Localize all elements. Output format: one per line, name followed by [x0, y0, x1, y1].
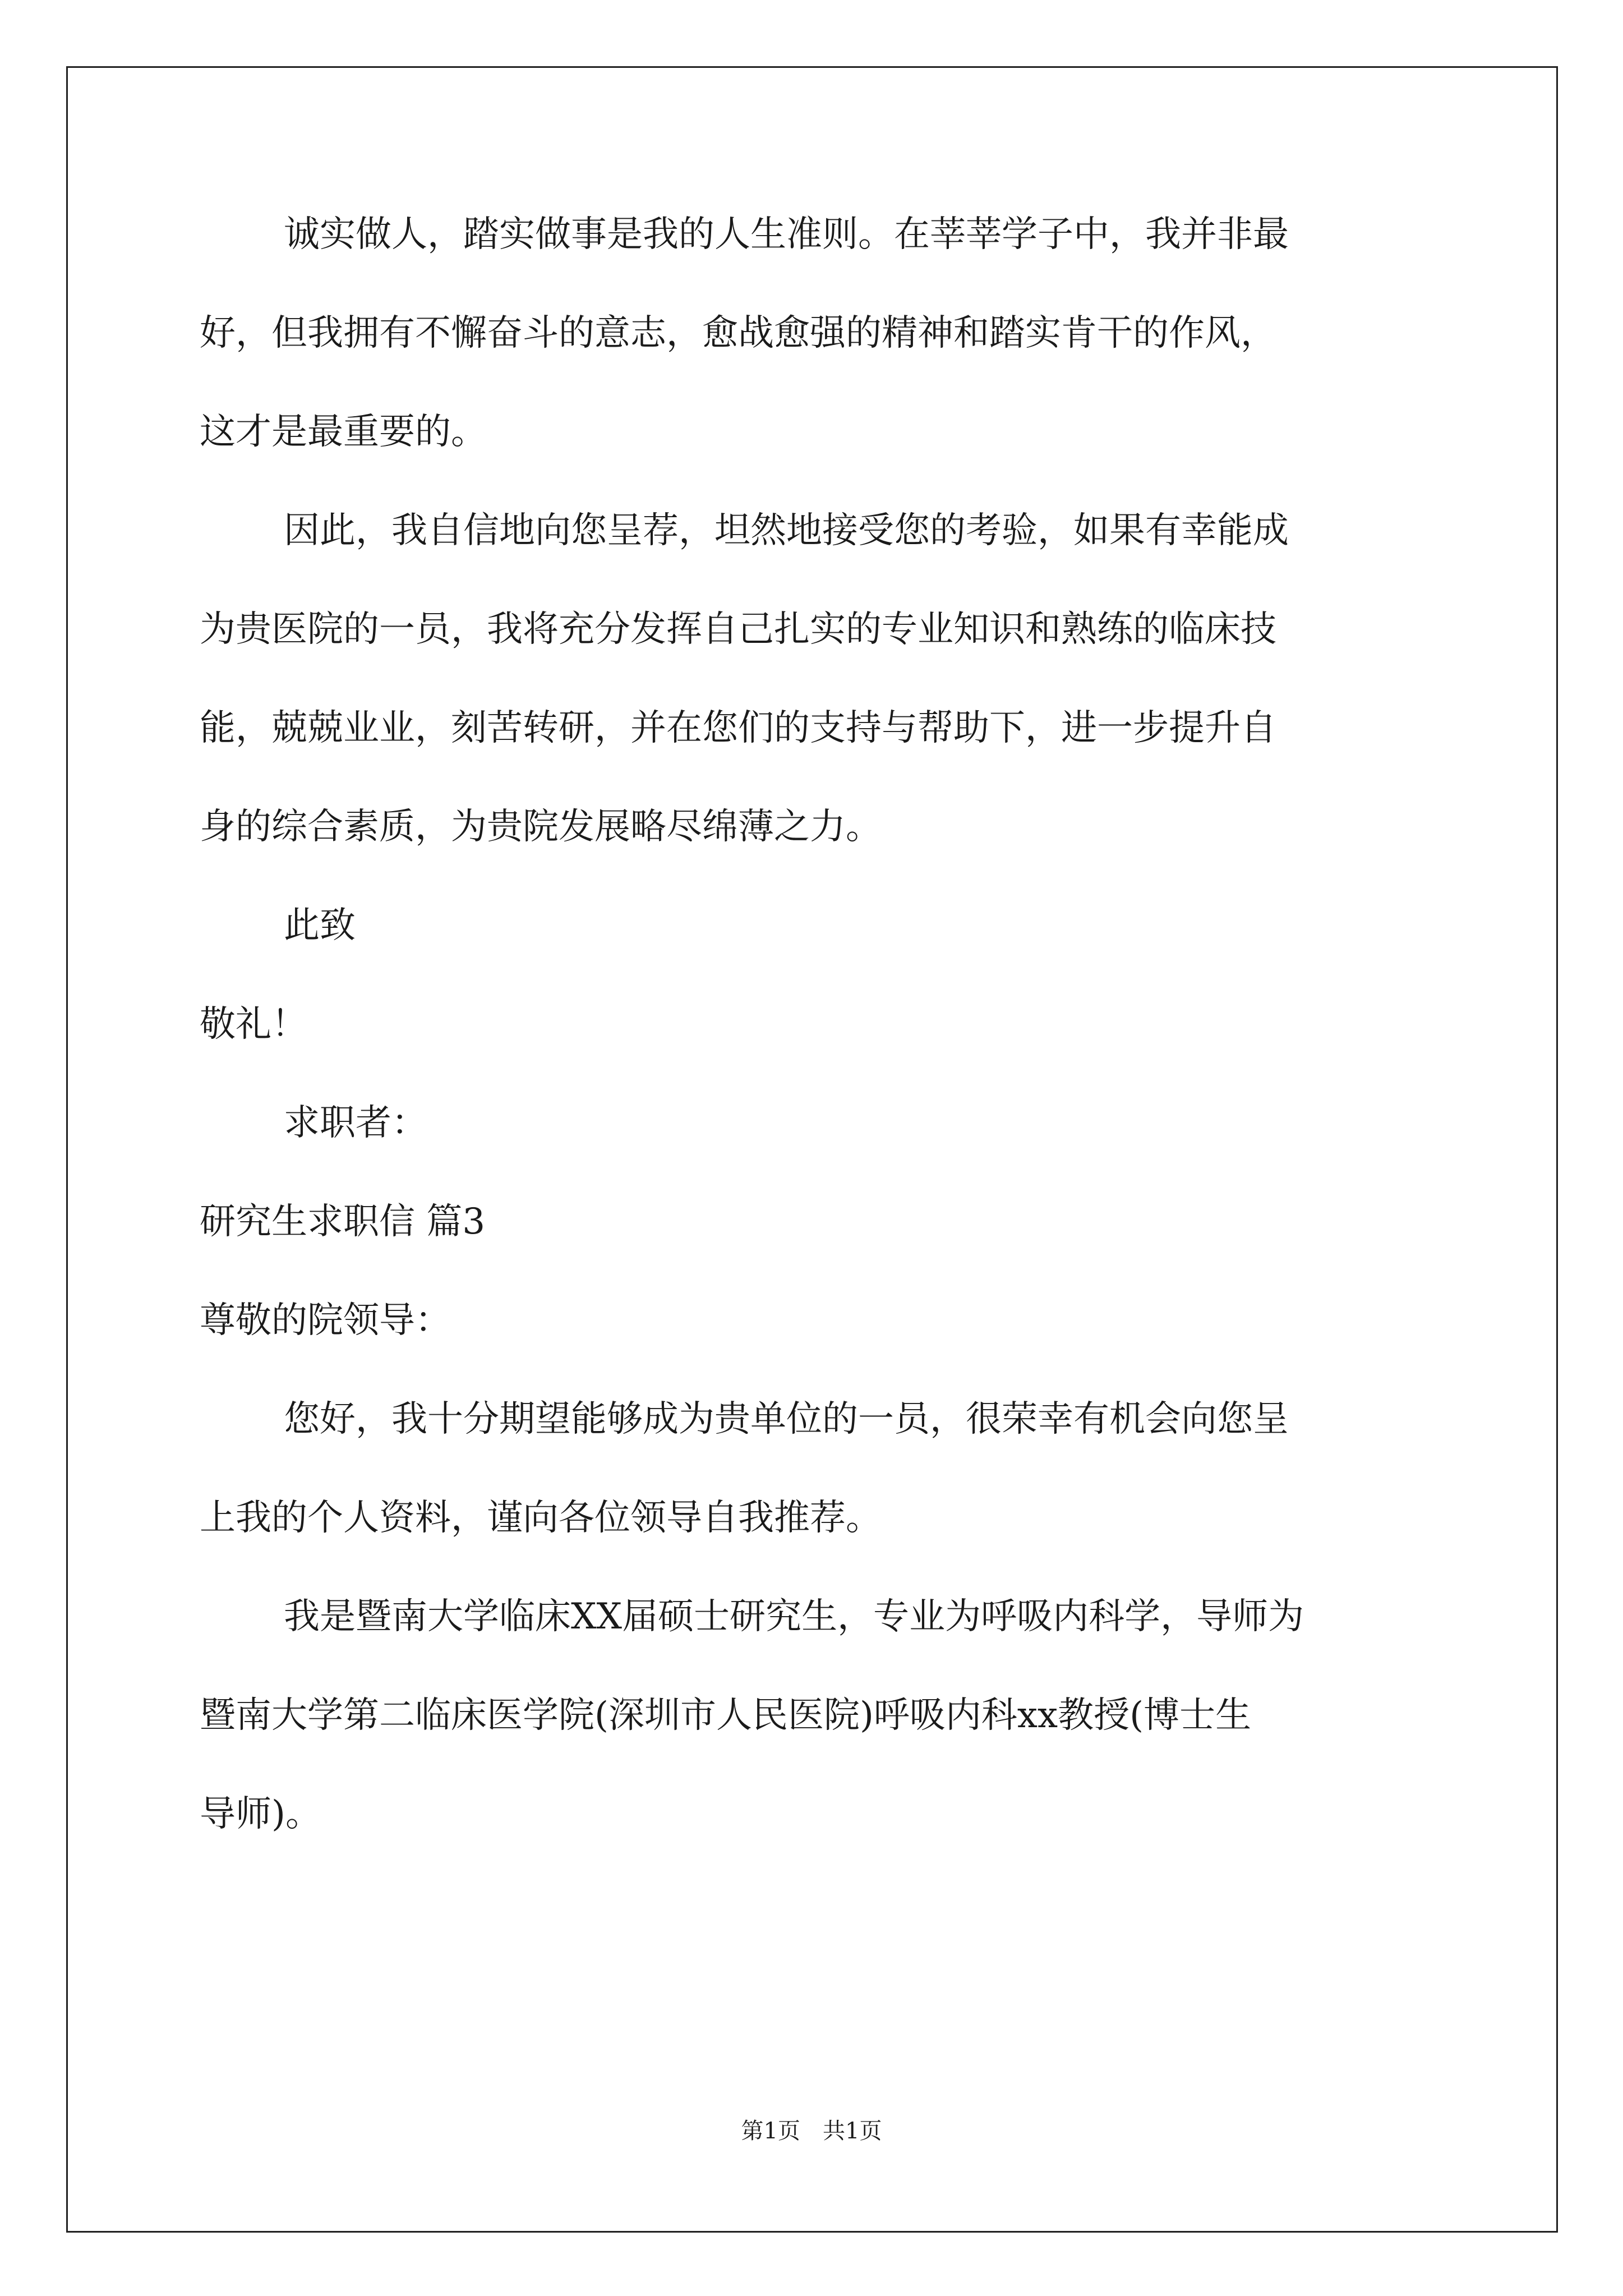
signature-label: 求职者：: [284, 1102, 427, 1144]
paragraph-line: 身的综合素质，为贵院发展略尽绵薄之力。: [200, 806, 882, 848]
paragraph-line: 暨南大学第二临床医学院(深圳市人民医院)呼吸内科xx教授(博士生: [200, 1695, 1252, 1736]
page-border: [66, 66, 1558, 2233]
paragraph-line: 好，但我拥有不懈奋斗的意志，愈战愈强的精神和踏实肯干的作风，: [200, 312, 1276, 354]
paragraph-line: 因此，我自信地向您呈荐，坦然地接受您的考验，如果有幸能成: [284, 510, 1289, 551]
paragraph-line: 为贵医院的一员，我将充分发挥自己扎实的专业知识和熟练的临床技: [200, 609, 1276, 650]
letter-greeting: 尊敬的院领导：: [200, 1300, 451, 1341]
paragraph-line: 您好，我十分期望能够成为贵单位的一员，很荣幸有机会向您呈: [284, 1398, 1289, 1440]
closing-salutation: 此致: [284, 905, 356, 946]
closing-regards: 敬礼！: [200, 1004, 307, 1045]
section-heading: 研究生求职信 篇3: [200, 1201, 486, 1243]
paragraph-line: 上我的个人资料，谨向各位领导自我推荐。: [200, 1497, 882, 1539]
paragraph-line: 能，兢兢业业，刻苦转研，并在您们的支持与帮助下，进一步提升自: [200, 707, 1276, 749]
paragraph-line: 这才是最重要的。: [200, 411, 487, 453]
paragraph-line: 导师)。: [200, 1793, 321, 1835]
paragraph-line: 我是暨南大学临床XX届硕士研究生，专业为呼吸内科学，导师为: [284, 1596, 1304, 1637]
paragraph-line: 诚实做人，踏实做事是我的人生准则。在莘莘学子中，我并非最: [284, 214, 1289, 255]
page-footer: 第1页 共1页: [741, 2118, 882, 2144]
